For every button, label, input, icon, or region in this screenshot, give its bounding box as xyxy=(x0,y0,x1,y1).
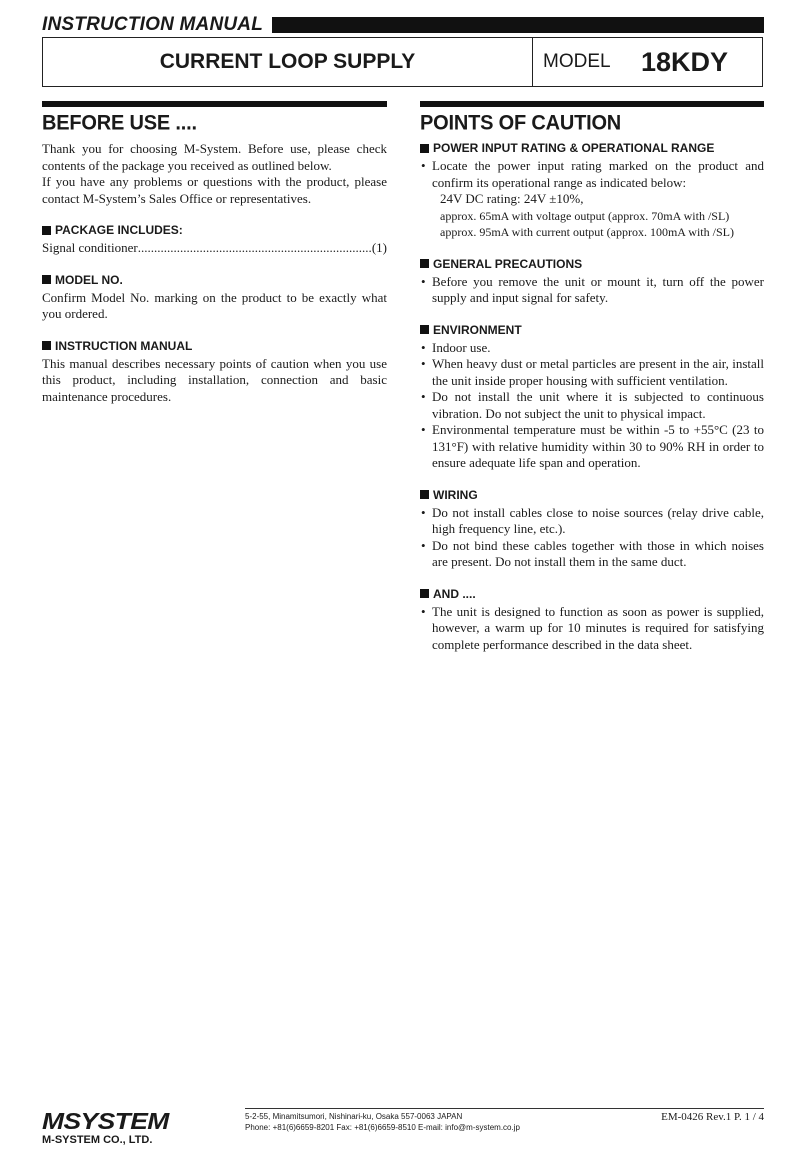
environment-heading-text: ENVIRONMENT xyxy=(433,322,522,337)
list-item: • Do not install cables close to noise sources (relay drive cable, high frequency line, etc.). xyxy=(420,505,764,538)
general-precautions-heading xyxy=(420,257,764,271)
company-name: M-SYSTEM CO., LTD. xyxy=(42,1134,153,1146)
model-no-heading-text: MODEL NO. xyxy=(55,272,123,287)
list-item: • Indoor use. xyxy=(420,340,764,357)
square-bullet-icon xyxy=(42,341,51,350)
environment-heading xyxy=(420,323,764,337)
general-precautions-heading-text: GENERAL PRECAUTIONS xyxy=(433,256,583,271)
title-divider xyxy=(532,38,533,86)
square-bullet-icon xyxy=(42,226,51,235)
instruction-manual-heading xyxy=(42,339,387,353)
before-use-column xyxy=(42,101,387,405)
wiring-heading xyxy=(420,488,764,502)
package-quantity: (1) xyxy=(371,240,387,255)
power-rating-line: 24V DC rating: 24V ±10%, xyxy=(440,191,584,206)
title-box xyxy=(42,37,763,87)
square-bullet-icon xyxy=(420,589,429,598)
document-reference: EM-0426 Rev.1 P. 1 / 4 xyxy=(661,1111,764,1123)
before-use-heading: BEFORE USE .... xyxy=(42,111,197,135)
product-title: CURRENT LOOP SUPPLY xyxy=(159,50,416,73)
list-item: • Locate the power input rating marked on the product and confirm its operational range as indicated below: xyxy=(420,158,764,191)
intro-paragraph-2: If you have any problems or questions with the product, please contact M-System’s Sales Office or representatives. xyxy=(42,174,387,206)
package-item-row xyxy=(42,240,387,257)
instruction-manual-paragraph: This manual describes necessary points of caution when you use this product, including installation, connection and basic maintenance procedures. xyxy=(42,355,387,404)
model-number: 18KDY xyxy=(641,47,729,77)
company-logo: MSYSTEM xyxy=(42,1108,169,1134)
model-no-paragraph: Confirm Model No. marking on the product to be exactly what you ordered. xyxy=(42,289,387,321)
power-input-heading-text: POWER INPUT RATING & OPERATIONAL RANGE xyxy=(433,141,715,155)
square-bullet-icon xyxy=(420,325,429,334)
package-heading-text: PACKAGE INCLUDES: xyxy=(55,223,183,237)
points-of-caution-heading: POINTS OF CAUTION xyxy=(420,111,622,135)
company-address: 5-2-55, Minamitsumori, Nishinari-ku, Osaka 557-0063 JAPAN xyxy=(245,1112,463,1121)
document-type-label: INSTRUCTION MANUAL xyxy=(42,14,264,35)
model-no-heading xyxy=(42,273,387,287)
square-bullet-icon xyxy=(420,490,429,499)
square-bullet-icon xyxy=(420,259,429,268)
package-heading xyxy=(42,223,387,237)
dot-leader xyxy=(138,240,372,257)
power-current-line: approx. 95mA with current output (approx. 100mA with /SL) xyxy=(440,225,734,239)
list-item: • Do not bind these cables together with those in which noises are present. Do not install them in the same duct. xyxy=(420,538,764,571)
environment-list xyxy=(420,340,764,472)
section-rule xyxy=(42,101,387,107)
wiring-heading-text: WIRING xyxy=(433,487,478,502)
list-item: • Before you remove the unit or mount it, turn off the power supply and input signal for safety. xyxy=(420,274,764,307)
list-item: • The unit is designed to function as soon as power is supplied, however, a warm up for 10 minutes is required for satisfying complete performance described in the data sheet. xyxy=(420,604,764,654)
instruction-manual-heading-text: INSTRUCTION MANUAL xyxy=(55,338,193,353)
footer-rule xyxy=(245,1108,764,1109)
square-bullet-icon xyxy=(420,144,429,153)
power-input-heading xyxy=(420,141,764,155)
footer-address-block xyxy=(245,1111,520,1133)
package-item: Signal conditioner xyxy=(42,240,138,255)
and-heading xyxy=(420,587,764,601)
square-bullet-icon xyxy=(42,275,51,284)
and-list xyxy=(420,604,764,654)
section-rule xyxy=(420,101,764,107)
header-bar xyxy=(272,17,764,33)
and-heading-text: AND .... xyxy=(433,586,476,601)
company-contact: Phone: +81(6)6659-8201 Fax: +81(6)6659-8510 E-mail: info@m-system.co.jp xyxy=(245,1123,520,1132)
list-item: • Environmental temperature must be within -5 to +55°C (23 to 131°F) with relative humidity within 30 to 90% RH in order to ensure adequate life span and operation. xyxy=(420,422,764,472)
model-label: MODEL xyxy=(543,51,611,72)
power-input-list xyxy=(420,158,764,191)
intro-paragraph-1: Thank you for choosing M-System. Before use, please check contents of the package you received as outlined below. xyxy=(42,141,387,173)
wiring-list xyxy=(420,505,764,571)
list-item: • Do not install the unit where it is subjected to continuous vibration. Do not subject the unit to physical impact. xyxy=(420,389,764,422)
general-precautions-list xyxy=(420,274,764,307)
points-of-caution-column xyxy=(420,101,764,653)
power-voltage-line: approx. 65mA with voltage output (approx. 70mA with /SL) xyxy=(440,208,730,223)
list-item: • When heavy dust or metal particles are present in the air, install the unit inside proper housing with sufficient ventilation. xyxy=(420,356,764,389)
